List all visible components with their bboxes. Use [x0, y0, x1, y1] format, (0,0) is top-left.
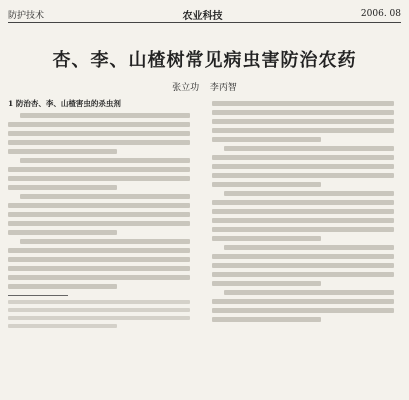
footnote-rule	[8, 295, 68, 296]
illegible-text-block	[8, 113, 190, 289]
article-authors: 张立功 李丙智	[172, 83, 237, 93]
illegible-text-block	[212, 101, 394, 322]
author-footnote	[8, 300, 190, 328]
section-heading: 1 防治杏、李、山楂害虫的杀虫剂	[8, 99, 121, 108]
running-header	[8, 6, 401, 23]
header-date: 2006. 08	[360, 9, 401, 19]
header-journal: 农业科技	[182, 10, 223, 22]
article-title: 杏、李、山楂树常见病虫害防治农药	[52, 50, 357, 71]
body-column-left	[8, 98, 190, 390]
body-column-right	[212, 98, 394, 390]
header-left: 防护技术	[8, 10, 45, 21]
